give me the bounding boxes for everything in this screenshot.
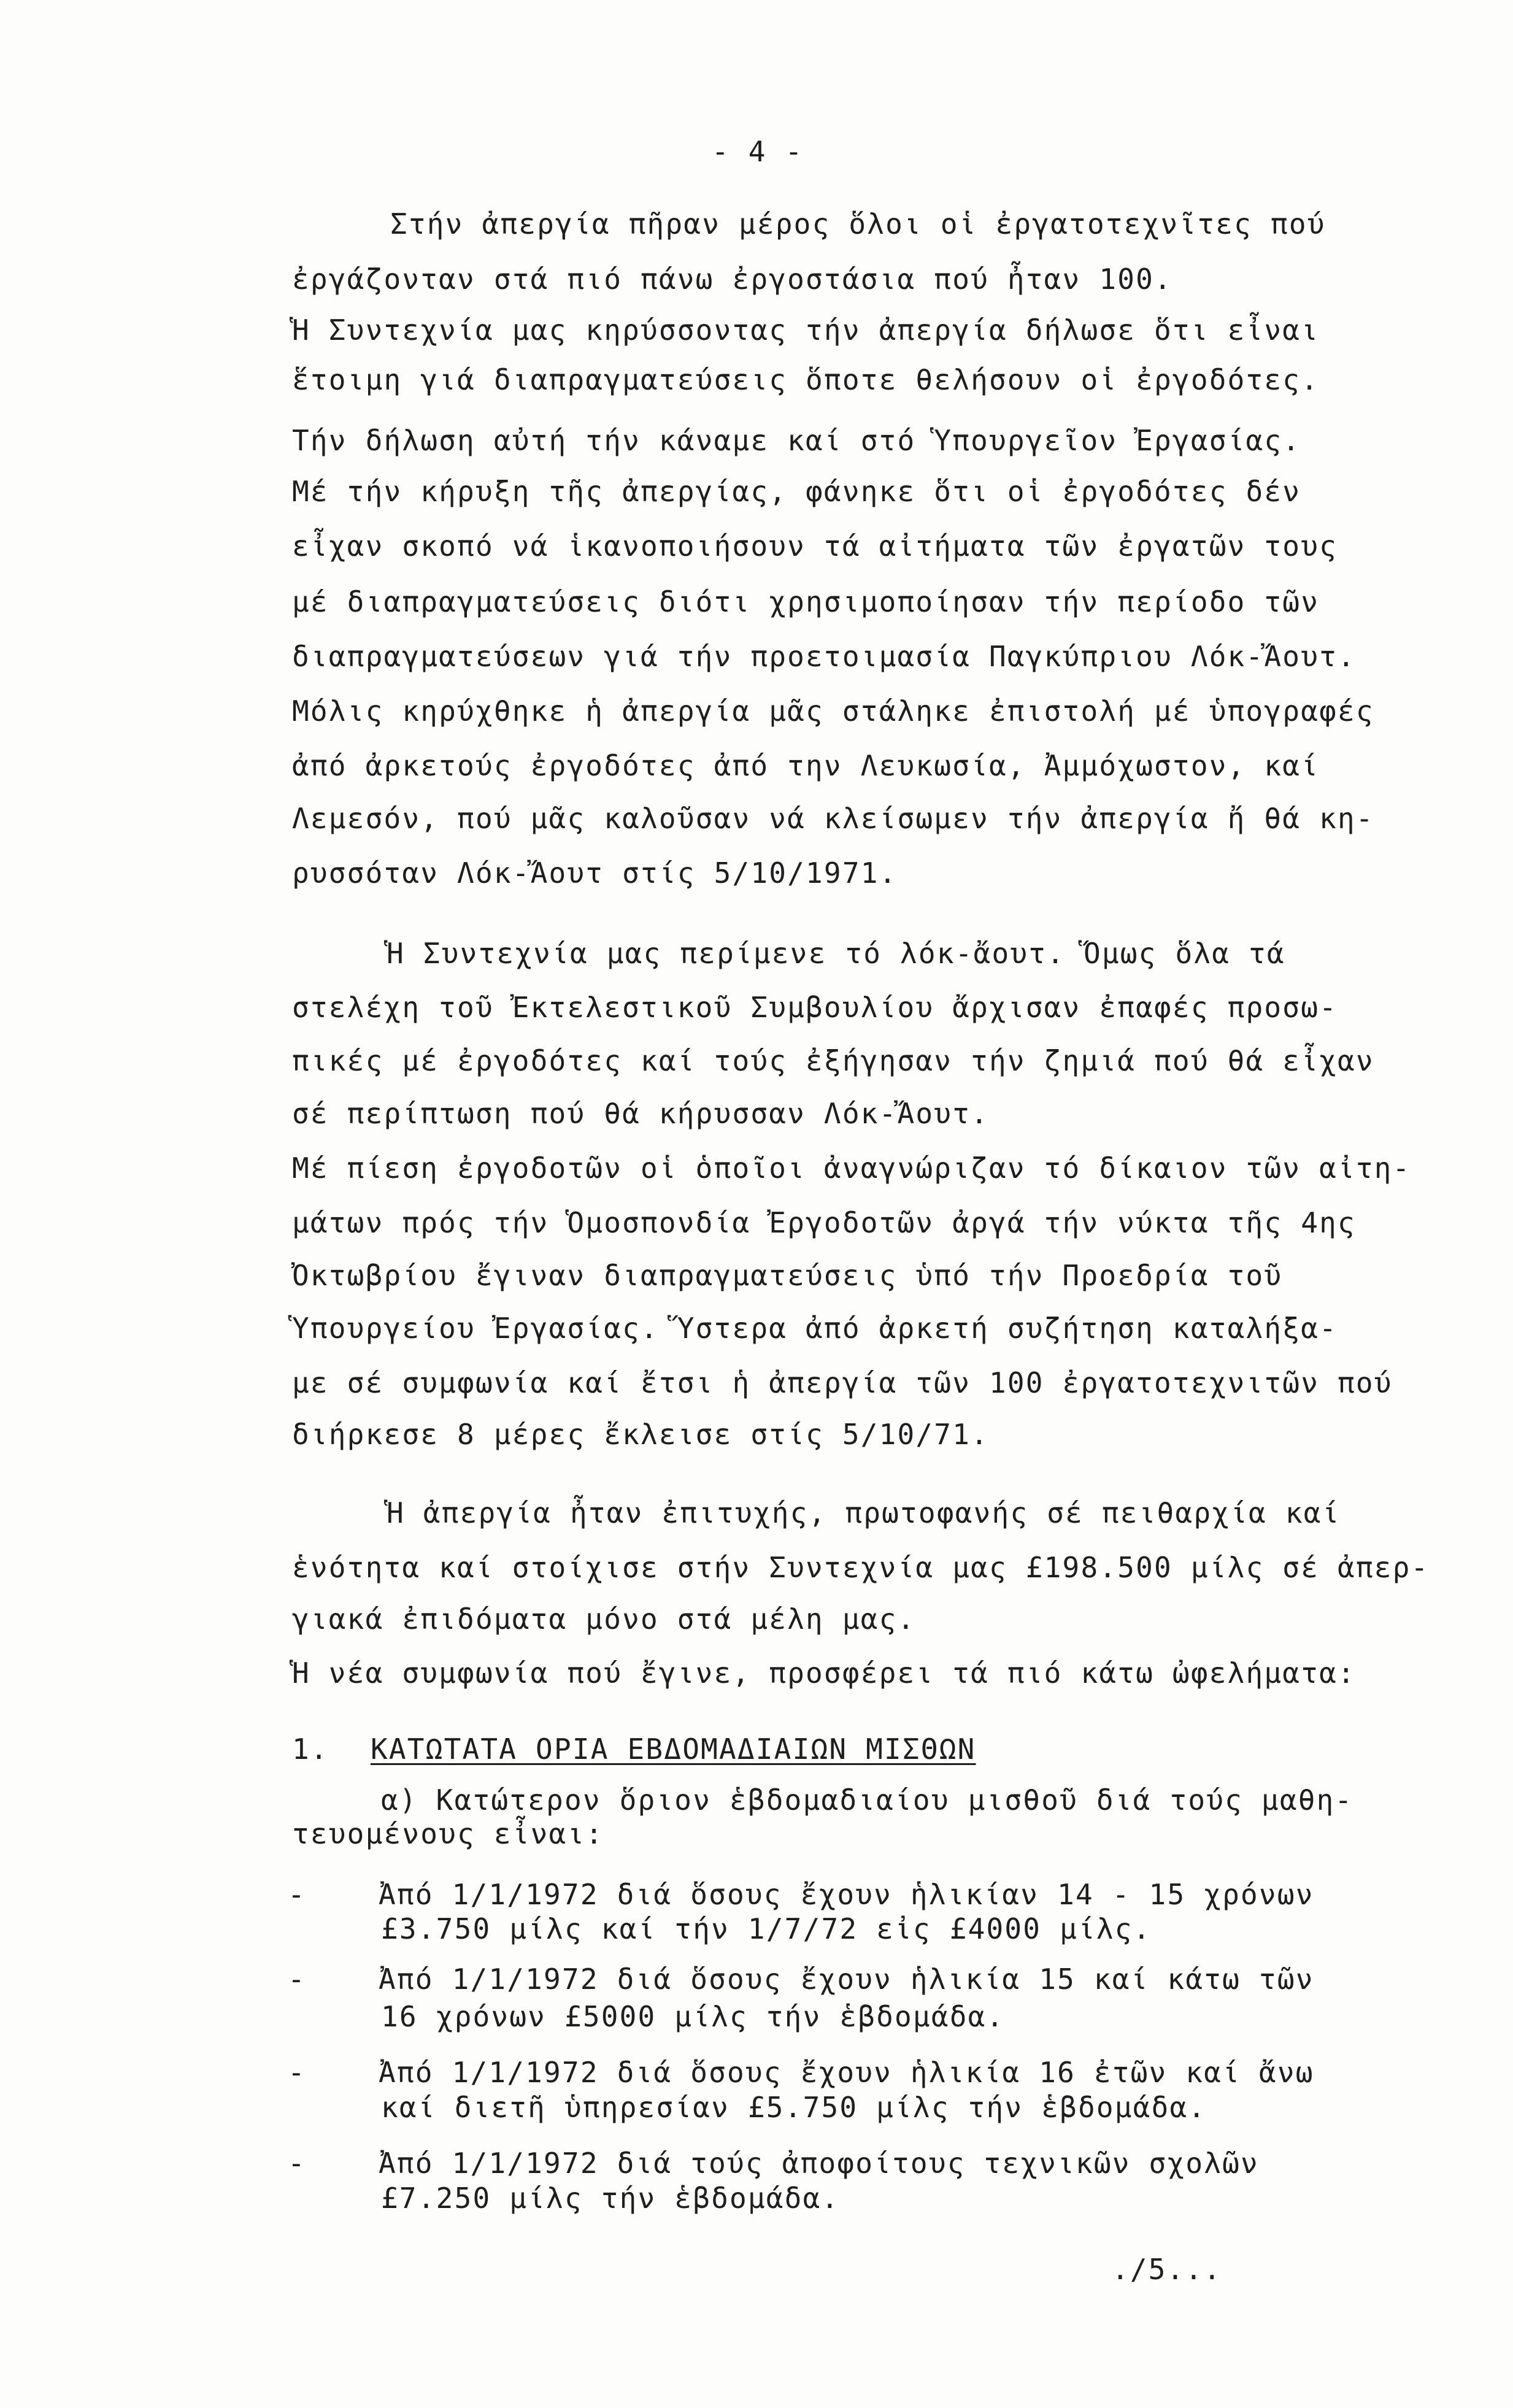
paragraph-line: διήρκεσε 8 μέρες ἔκλεισε στίς 5/10/71. (292, 1418, 989, 1451)
list-item-line: καί διετῆ ὑπηρεσίαν £5.750 μίλς τήν ἑβδομάδα. (381, 2091, 1207, 2124)
dash-marker: - (288, 1878, 306, 1911)
paragraph-line: σέ περίπτωση πού θά κήρυσσαν Λόκ-Ἄουτ. (292, 1097, 989, 1130)
paragraph-line: Μέ πίεση ἐργοδοτῶν οἱ ὁποῖοι ἀναγνώριζαν τό δίκαιον τῶν αἰτη- (292, 1152, 1411, 1185)
paragraph-line: Ἡ ἀπεργία ἦταν ἐπιτυχής, πρωτοφανής σέ πειθαρχία καί (387, 1496, 1341, 1529)
paragraph-line: Ἡ Συντεχνία μας περίμενε τό λόκ-ἄουτ. Ὅμως ὅλα τά (387, 937, 1285, 970)
paragraph-line: γιακά ἐπιδόματα μόνο στά μέλη μας. (292, 1602, 916, 1636)
paragraph-line: πικές μέ ἐργοδότες καί τούς ἐξήγησαν τήν ζημιά πού θά εἶχαν (292, 1044, 1374, 1077)
paragraph-line: ἕτοιμη γιά διαπραγματεύσεις ὅποτε θελήσουν οἱ ἐργοδότες. (292, 363, 1320, 396)
paragraph-line: ἐργάζονταν στά πιό πάνω ἐργοστάσια πού ἦταν 100. (292, 263, 1172, 296)
paragraph-line: ἑνότητα καί στοίχισε στήν Συντεχνία μας £198.500 μίλς σέ ἀπερ- (292, 1551, 1430, 1584)
paragraph-line: διαπραγματεύσεων γιά τήν προετοιμασία Παγκύπριου Λόκ-Ἄουτ. (292, 640, 1356, 673)
paragraph-line: Τήν δήλωση αὐτή τήν κάναμε καί στό Ὑπουργεῖον Ἐργασίας. (292, 424, 1301, 457)
dash-marker: - (288, 2147, 306, 2180)
paragraph-line: Μόλις κηρύχθηκε ἡ ἀπεργία μᾶς στάληκε ἐπιστολή μέ ὑπογραφές (292, 694, 1374, 728)
paragraph-line: Μέ τήν κήρυξη τῆς ἀπεργίας, φάνηκε ὅτι οἱ ἐργοδότες δέν (292, 475, 1301, 508)
paragraph-line: στελέχη τοῦ Ἐκτελεστικοῦ Συμβουλίου ἄρχισαν ἐπαφές προσω- (292, 991, 1338, 1024)
list-item-line: Ἀπό 1/1/1972 διά ὅσους ἔχουν ἡλικία 15 καί κάτω τῶν (379, 1963, 1314, 1996)
dash-marker: - (288, 2056, 306, 2089)
paragraph-line: με σέ συμφωνία καί ἔτσι ἡ ἀπεργία τῶν 100 ἐργατοτεχνιτῶν πού (292, 1366, 1393, 1399)
list-item-line: Ἀπό 1/1/1972 διά ὅσους ἔχουν ἡλικίαν 14 - 15 χρόνων (379, 1878, 1314, 1911)
paragraph-line: Ἡ νέα συμφωνία πού ἔγινε, προσφέρει τά πιό κάτω ὠφελήματα: (292, 1656, 1356, 1690)
dash-marker: - (288, 1963, 306, 1996)
list-item-line: Ἀπό 1/1/1972 διά τούς ἀποφοίτους τεχνικῶν σχολῶν (379, 2147, 1259, 2180)
list-item-line: £3.750 μίλς καί τήν 1/7/72 εἰς £4000 μίλς. (381, 1912, 1152, 1945)
paragraph-line: εἶχαν σκοπό νά ἱκανοποιήσουν τά αἰτήματα τῶν ἐργατῶν τους (292, 529, 1338, 563)
section-number: 1. (292, 1733, 329, 1766)
paragraph-line: μέ διαπραγματεύσεις διότι χρησιμοποίησαν τήν περίοδο τῶν (292, 585, 1320, 618)
list-item-line: £7.250 μίλς τήν ἑβδομάδα. (381, 2182, 840, 2215)
paragraph-line: ἀπό ἀρκετούς ἐργοδότες ἀπό την Λευκωσία, Ἀμμόχωστον, καί (292, 749, 1320, 782)
list-item-line: 16 χρόνων £5000 μίλς τήν ἑβδομάδα. (381, 2000, 1005, 2033)
paragraph-line: μάτων πρός τήν Ὁμοσπονδία Ἐργοδοτῶν ἀργά τήν νύκτα τῆς 4ης (292, 1206, 1356, 1239)
paragraph-line: Λεμεσόν, πού μᾶς καλοῦσαν νά κλείσωμεν τήν ἀπεργία ἤ θά κη- (292, 802, 1374, 835)
subsection-line: α) Κατώτερον ὅριον ἑβδομαδιαίου μισθοῦ διά τούς μαθη- (381, 1783, 1353, 1817)
section-heading: ΚΑΤΩΤΑΤΑ ΟΡΙΑ ΕΒΔΟΜΑΔΙΑΙΩΝ ΜΙΣΘΩΝ (371, 1733, 976, 1766)
paragraph-line: ρυσσόταν Λόκ-Ἄουτ στίς 5/10/1971. (292, 856, 898, 890)
list-item-line: Ἀπό 1/1/1972 διά ὅσους ἔχουν ἡλικία 16 ἐτῶν καί ἄνω (379, 2056, 1314, 2089)
paragraph-line: Στήν ἀπεργία πῆραν μέρος ὅλοι οἱ ἐργατοτεχνῖτες πού (390, 207, 1326, 240)
paragraph-line: Ἡ Συντεχνία μας κηρύσσοντας τήν ἀπεργία δήλωσε ὅτι εἶναι (292, 314, 1320, 347)
paragraph-line: Ὑπουργείου Ἐργασίας. Ὕστερα ἀπό ἀρκετή συζήτηση καταλήξα- (292, 1312, 1338, 1345)
page-continuation: ./5... (1112, 2253, 1222, 2286)
subsection-line: τευομένους εἶναι: (292, 1817, 604, 1850)
paragraph-line: Ὀκτωβρίου ἔγιναν διαπραγματεύσεις ὑπό τήν Προεδρία τοῦ (292, 1259, 1283, 1292)
page-number: - 4 - (712, 135, 804, 168)
